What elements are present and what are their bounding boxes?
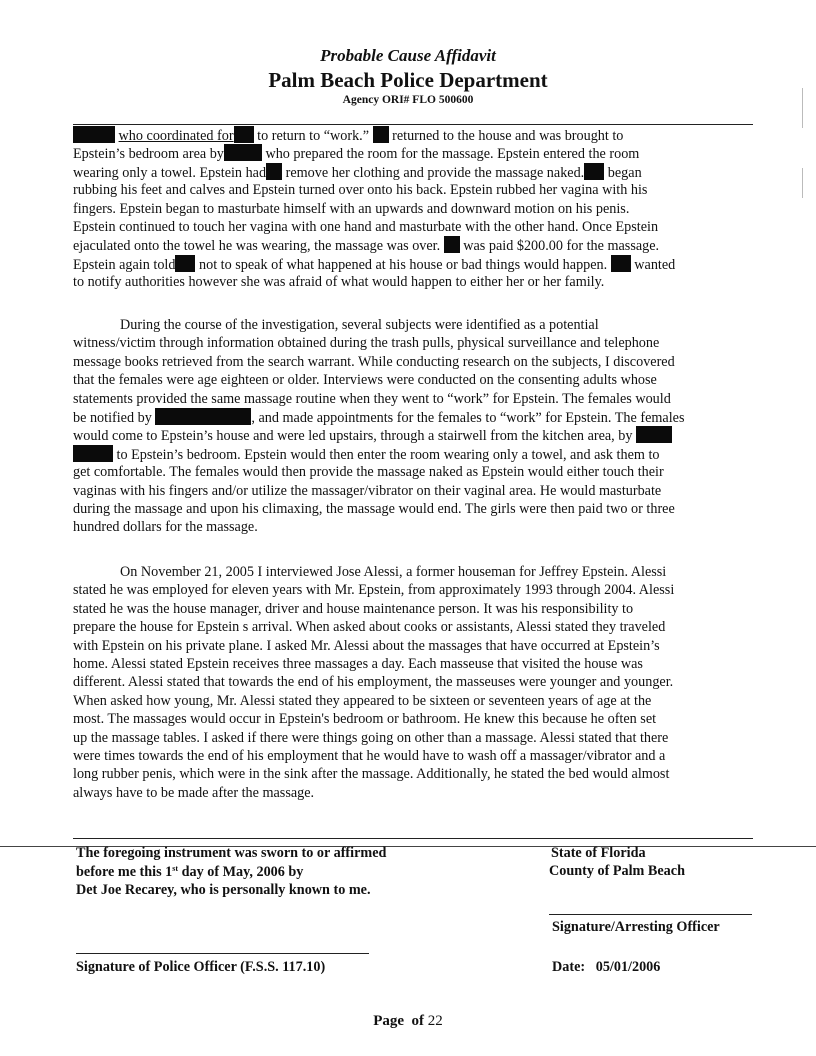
text-line: with Epstein on his private plane. I asked Mr. Alessi about the massages that have occurred at Epstein’s <box>73 637 660 654</box>
redaction-block <box>584 163 604 180</box>
redaction-block <box>373 126 389 143</box>
text-line: were times towards the end of his employment that he would have to wash off a massager/vibrator and a <box>73 747 666 764</box>
text-line: get comfortable. The females would then provide the massage naked as Epstein would either touch their <box>73 464 664 481</box>
text-line: be notified by , and made appointments for the females to “work” for Epstein. The females <box>73 409 685 426</box>
text-line: vaginas with his fingers and/or utilize the massager/vibrator on their vaginal area. He would masturbate <box>73 482 662 499</box>
text-line: long rubber penis, which were in the sink after the massage. Additionally, he stated the bed would almost <box>73 766 670 783</box>
text-line: stated he was employed for eleven years with Mr. Epstein, from approximately 1993 through 2004. Alessi <box>73 582 675 599</box>
text-line: prepare the house for Epstein s arrival. When asked about cooks or assistants, Alessi stated they traveled <box>73 619 666 636</box>
text-line: stated he was the house manager, driver and house maintenance person. It was his responsibility to <box>73 600 634 617</box>
text-line: up the massage tables. I asked if there were things going on other than a massage. Alessi stated that there <box>73 729 669 746</box>
redaction-block <box>444 236 460 253</box>
scan-artifact <box>802 168 803 198</box>
header-rule <box>73 124 753 125</box>
county: County of Palm Beach <box>549 863 685 879</box>
arresting-signature-line <box>549 914 752 915</box>
text-line: During the course of the investigation, several subjects were identified as a potential <box>120 317 599 333</box>
oath-statement: The foregoing instrument was sworn to or affirmed before me this 1st day of May, 2006 by Det Joe Recarey, who is personally known to me. <box>76 845 387 898</box>
text-line: to notify authorities however she was afraid of what would happen to either her or her family. <box>73 274 605 291</box>
text-line: different. Alessi stated that towards the end of his employment, the masseuses were younger and younger. <box>73 674 674 691</box>
text-line: On November 21, 2005 I interviewed Jose Alessi, a former houseman for Jeffrey Epstein. Alessi <box>120 564 667 580</box>
paragraph-investigation <box>73 316 753 537</box>
redaction-block <box>224 144 262 161</box>
footer-rule <box>73 838 753 839</box>
page-number: Page of 22 <box>373 1013 443 1029</box>
text-line: who coordinated for to return to “work.” returned to the house and was brought to <box>73 126 753 144</box>
police-officer-signature-label: Signature of Police Officer (F.S.S. 117.10) <box>76 959 326 975</box>
text-line: When asked how young, Mr. Alessi stated they appeared to be sixteen or seventeen years of age at the <box>73 692 652 709</box>
redaction-block <box>266 163 282 180</box>
text-line: would come to Epstein’s house and were led upstairs, through a stairwell from the kitchen area, by <box>73 426 753 444</box>
text-line: message books retrieved from the search warrant. While conducting research on the subjects, I discovered <box>73 353 675 370</box>
text-line: that the females were age eighteen or older. Interviews were conducted on the consenting adults whose <box>73 372 657 389</box>
text-line: statements provided the same massage routine when they went to “work” for Epstein. The females would <box>73 390 671 407</box>
text-line: Epstein’s bedroom area by who prepared the room for the massage. Epstein entered the room <box>73 146 640 163</box>
text-line: home. Alessi stated Epstein receives three massages a day. Each masseuse that visited the house was <box>73 655 643 672</box>
text-line: Epstein continued to touch her vagina with one hand and masturbate with the other hand. Once Epstein <box>73 218 659 235</box>
redaction-block <box>73 126 115 143</box>
text-line: during the massage and upon his climaxing, the massage would end. The girls were then paid two or three <box>73 500 675 517</box>
text-line: rubbing his feet and calves and Epstein turned over onto his back. Epstein rubbed her vagina with his <box>73 182 648 199</box>
scan-artifact <box>802 88 803 128</box>
redaction-block <box>155 408 251 425</box>
agency-ori: Agency ORI# FLO 500600 <box>342 94 474 106</box>
text-line: Epstein again told not to speak of what happened at his house or bad things would happen. wanted <box>73 256 676 273</box>
arresting-officer-signature-label: Signature/Arresting Officer <box>552 919 720 935</box>
department-title: Palm Beach Police Department <box>268 68 548 92</box>
redaction-block <box>175 255 195 272</box>
police-signature-line <box>76 953 369 954</box>
text-line: to Epstein’s bedroom. Epstein would then enter the room wearing only a towel, and ask them to <box>73 445 753 463</box>
redaction-block <box>73 445 113 462</box>
text-line: fingers. Epstein began to masturbate himself with an upwards and downward motion on his penis. <box>73 200 630 217</box>
text-line: ejaculated onto the towel he was wearing, the massage was over. was paid $200.00 for the massage. <box>73 238 660 255</box>
text-line: hundred dollars for the massage. <box>73 519 258 536</box>
redaction-block <box>611 255 631 272</box>
text-line: witness/victim through information obtained during the trash pulls, physical surveillance and telephone <box>73 335 660 352</box>
redaction-block <box>636 426 672 443</box>
text-line: most. The massages would occur in Epstein's bedroom or bathroom. He knew this because he often set <box>73 711 657 728</box>
redaction-block <box>234 126 254 143</box>
document-type-title: Probable Cause Affidavit <box>320 46 496 65</box>
state-of-florida: State of Florida <box>551 845 646 861</box>
paragraph-victim-account <box>73 126 753 292</box>
paragraph-alessi-interview <box>73 563 753 802</box>
text-line: always have to be made after the massage. <box>73 784 315 801</box>
text-line: wearing only a towel. Epstein had remove her clothing and provide the massage naked. began <box>73 164 642 181</box>
date-field: Date: 05/01/2006 <box>552 959 661 975</box>
